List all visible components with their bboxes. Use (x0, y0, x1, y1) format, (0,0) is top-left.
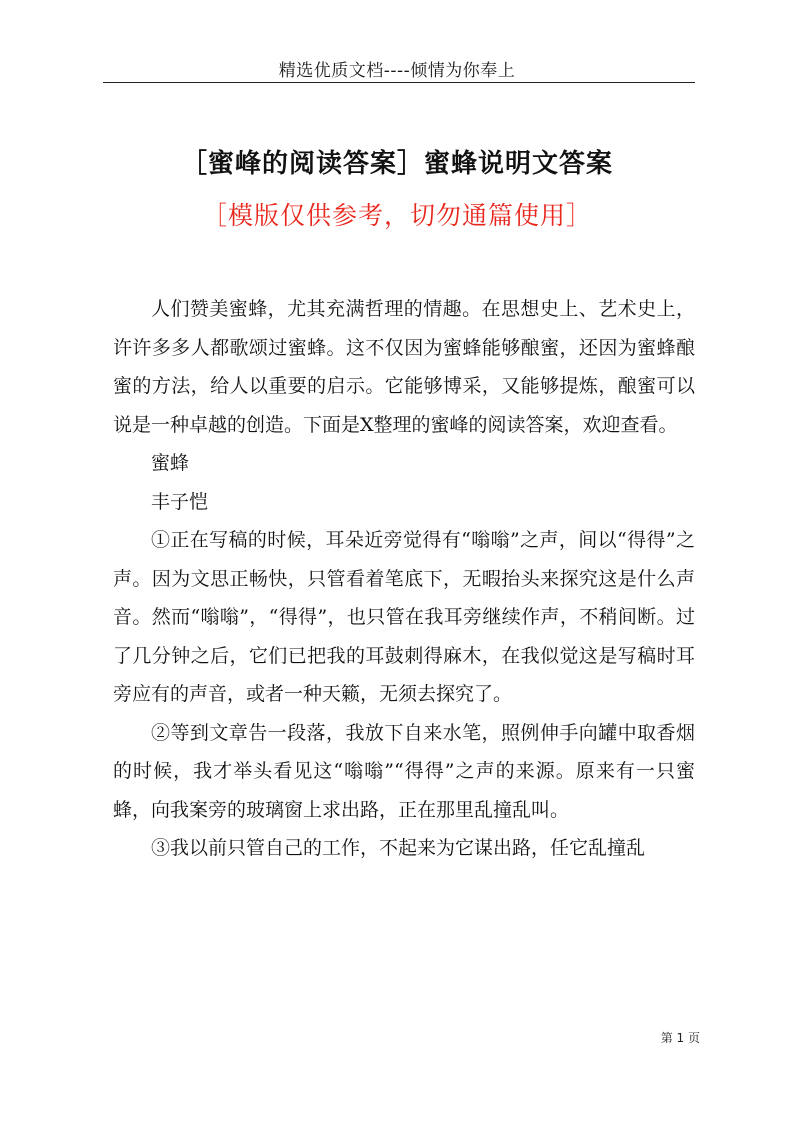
header-divider (103, 82, 695, 83)
page-number: 第 1 页 (660, 1031, 700, 1045)
paragraph-1: ①正在写稿的时候，耳朵近旁觉得有“嗡嗡”之声，间以“得得”之声。因为文思正畅快，只管看着笔底下，无暇抬头来探究这是什么声音。然而“嗡嗡”，“得得”，也只管在我耳旁继续作声，不稍间断。过了几分钟之后，它们已把我的耳鼓刺得麻木，在我似觉这是写稿时耳旁应有的声音，或者一种天籁，无须去探究了。 (113, 529, 695, 705)
page-header: 精选优质文档----倾情为你奉上 (278, 61, 516, 81)
paragraph-article-title: 蜜蜂 (151, 452, 190, 474)
paragraph-author: 丰子恺 (151, 490, 209, 513)
paragraph-3: ③我以前只管自己的工作，不起来为它谋出路，任它乱撞乱 (151, 837, 646, 859)
paragraph-intro: 人们赞美蜜蜂，尤其充满哲理的情趣。在思想史上、艺术史上，许许多多人都歌颂过蜜蜂。这不仅因为蜜蜂能够酿蜜，还因为蜜蜂酿蜜的方法，给人以重要的启示。它能够博采，又能够提炼，酿蜜可以说是一种卓越的创造。下面是X整理的蜜峰的阅读答案，欢迎查看。 (113, 298, 695, 436)
document-subtitle: ［模版仅供参考，切勿通篇使用］ (201, 201, 592, 230)
document-body (113, 290, 695, 868)
paragraph-2: ②等到文章告一段落，我放下自来水笔，照例伸手向罐中取香烟的时候，我才举头看见这“嗡嗡”“得得”之声的来源。原来有一只蜜蜂，向我案旁的玻璃窗上求出路，正在那里乱撞乱叫。 (113, 721, 695, 821)
document-title: ［蜜峰的阅读答案］蜜蜂说明文答案 (180, 149, 613, 179)
